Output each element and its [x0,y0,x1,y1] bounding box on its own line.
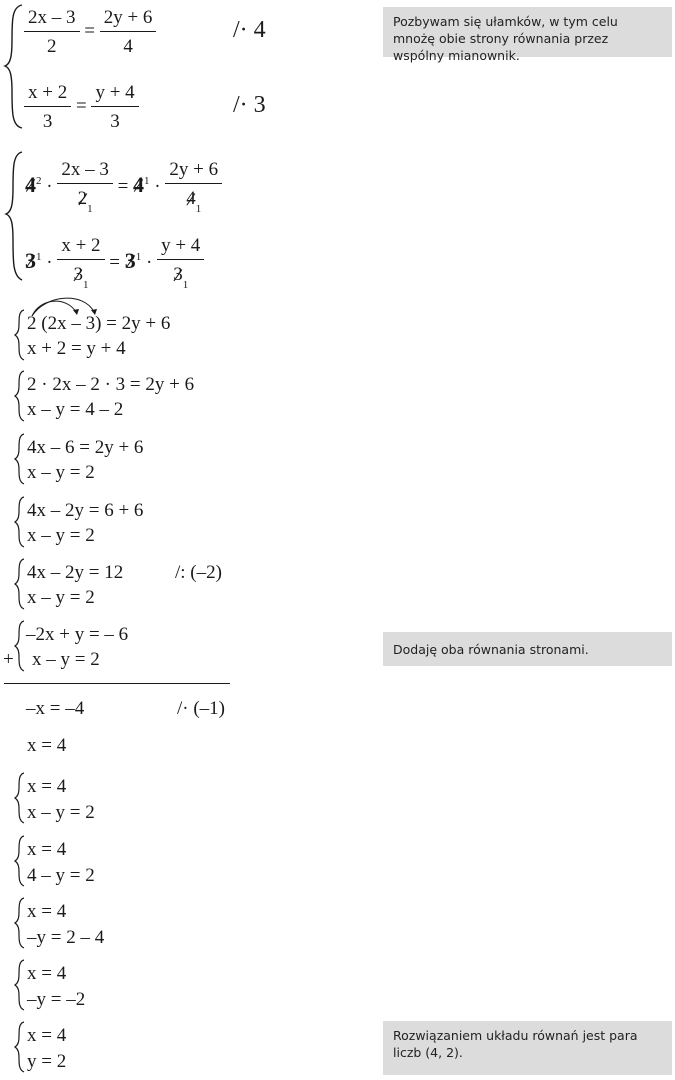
step1-multiplier1: /· 4 [233,17,266,43]
cancelled-denominator: 3 [73,264,83,285]
system-2-line1: 2 · 2x – 2 · 3 = 2y + 6 [27,374,195,395]
system-5-line1: 4x – 2y = 12 [27,562,124,583]
cancelled-coefficient: 4 [25,171,36,197]
frac-numerator: 2y + 6 [100,8,157,32]
cancelled-coefficient: 3 [25,247,36,273]
frac-numerator: y + 4 [157,236,204,260]
addition-rule [4,683,230,684]
cancelled-coefficient: 3 [124,247,136,273]
frac-numerator: x + 2 [24,83,71,107]
reduced-denominator: 1 [87,203,93,215]
frac-numerator: 2x – 3 [57,160,113,184]
step1-multiplier2: /· 3 [233,92,266,118]
system-3-line2: x – y = 2 [27,462,95,483]
system-4-line2: x – y = 2 [27,525,95,546]
explanation-note-solution: Rozwiązaniem układu równań jest para liczb (4, 2). [383,1021,672,1075]
final-system-4-line1: x = 4 [27,963,67,984]
system-2-line2: x – y = 4 – 2 [27,399,124,420]
final-system-5-line2: y = 2 [27,1051,67,1072]
step2-equation2: $3^1$ · $\frac{x + 2}{3_1}$ = $3^1$ · $\frac{y + 4}{3_1}$ [25,236,204,291]
final-system-3-line2: –y = 2 – 4 [27,927,105,948]
explanation-note-add: Dodaję oba równania stronami. [383,632,672,666]
frac-denominator: 3 [110,111,120,132]
frac-numerator: 2y + 6 [165,160,222,184]
reduced-denominator: 1 [195,203,202,215]
cancelled-denominator: 3 [173,264,183,285]
reduced-coefficient: 1 [144,174,150,187]
final-system-5-line1: x = 4 [27,1025,67,1046]
step1-equation2: $\frac{x + 2}{3}$ = $\frac{y + 4}{3}$ [24,83,139,131]
cancelled-denominator: 4 [186,188,196,209]
explanation-note-multiply: Pozbywam się ułamków, w tym celu mnożę obie strony równania przez wspólny mianownik. [383,7,672,57]
frac-numerator: x + 2 [57,236,104,260]
reduced-coefficient: 1 [36,250,42,263]
reduced-coefficient: 2 [36,174,42,187]
frac-denominator: 2 [47,36,57,57]
final-system-1-line1: x = 4 [27,776,67,797]
step2-equation1: $4^2$ · $\frac{2x - 3}{2_1}$ = $4^1$ · $\frac{2y + 6}{4_1}$ [25,160,222,215]
system-4-line1: 4x – 2y = 6 + 6 [27,500,144,521]
addition-line1: –2x + y = – 6 [26,624,129,645]
frac-denominator: 4 [123,36,133,57]
final-system-1-line2: x – y = 2 [27,802,95,823]
small-braces [15,310,24,1072]
reduced-denominator: 1 [182,279,189,291]
addition-line2: x – y = 2 [32,649,100,670]
final-system-4-line2: –y = –2 [27,989,86,1010]
final-system-2-line2: 4 – y = 2 [27,865,95,886]
system-1-line1: 2 (2x – 3) = 2y + 6 [27,313,171,334]
addition-result-operation: /· (–1) [177,698,226,719]
addition-result: –x = –4 [26,698,85,719]
system-5-line2: x – y = 2 [27,587,95,608]
frac-denominator: 3 [42,111,53,132]
x-value: x = 4 [27,735,67,756]
addition-plus-sign: + [3,649,14,670]
cancelled-denominator: 2 [77,188,88,209]
system-3-line1: 4x – 6 = 2y + 6 [27,437,144,458]
cancelled-coefficient: 4 [133,171,145,197]
reduced-denominator: 1 [82,279,89,291]
step1-equation1: $\frac{2x - 3}{2}$ = $\frac{2y + 6}{4}$ [24,8,156,56]
system-5-operation: /: (–2) [175,562,222,583]
final-system-2-line1: x = 4 [27,839,67,860]
frac-numerator: y + 4 [91,83,138,107]
system-1-line2: x + 2 = y + 4 [27,338,126,359]
reduced-coefficient: 1 [135,250,142,263]
frac-numerator: 2x – 3 [24,8,80,32]
final-system-3-line1: x = 4 [27,901,67,922]
